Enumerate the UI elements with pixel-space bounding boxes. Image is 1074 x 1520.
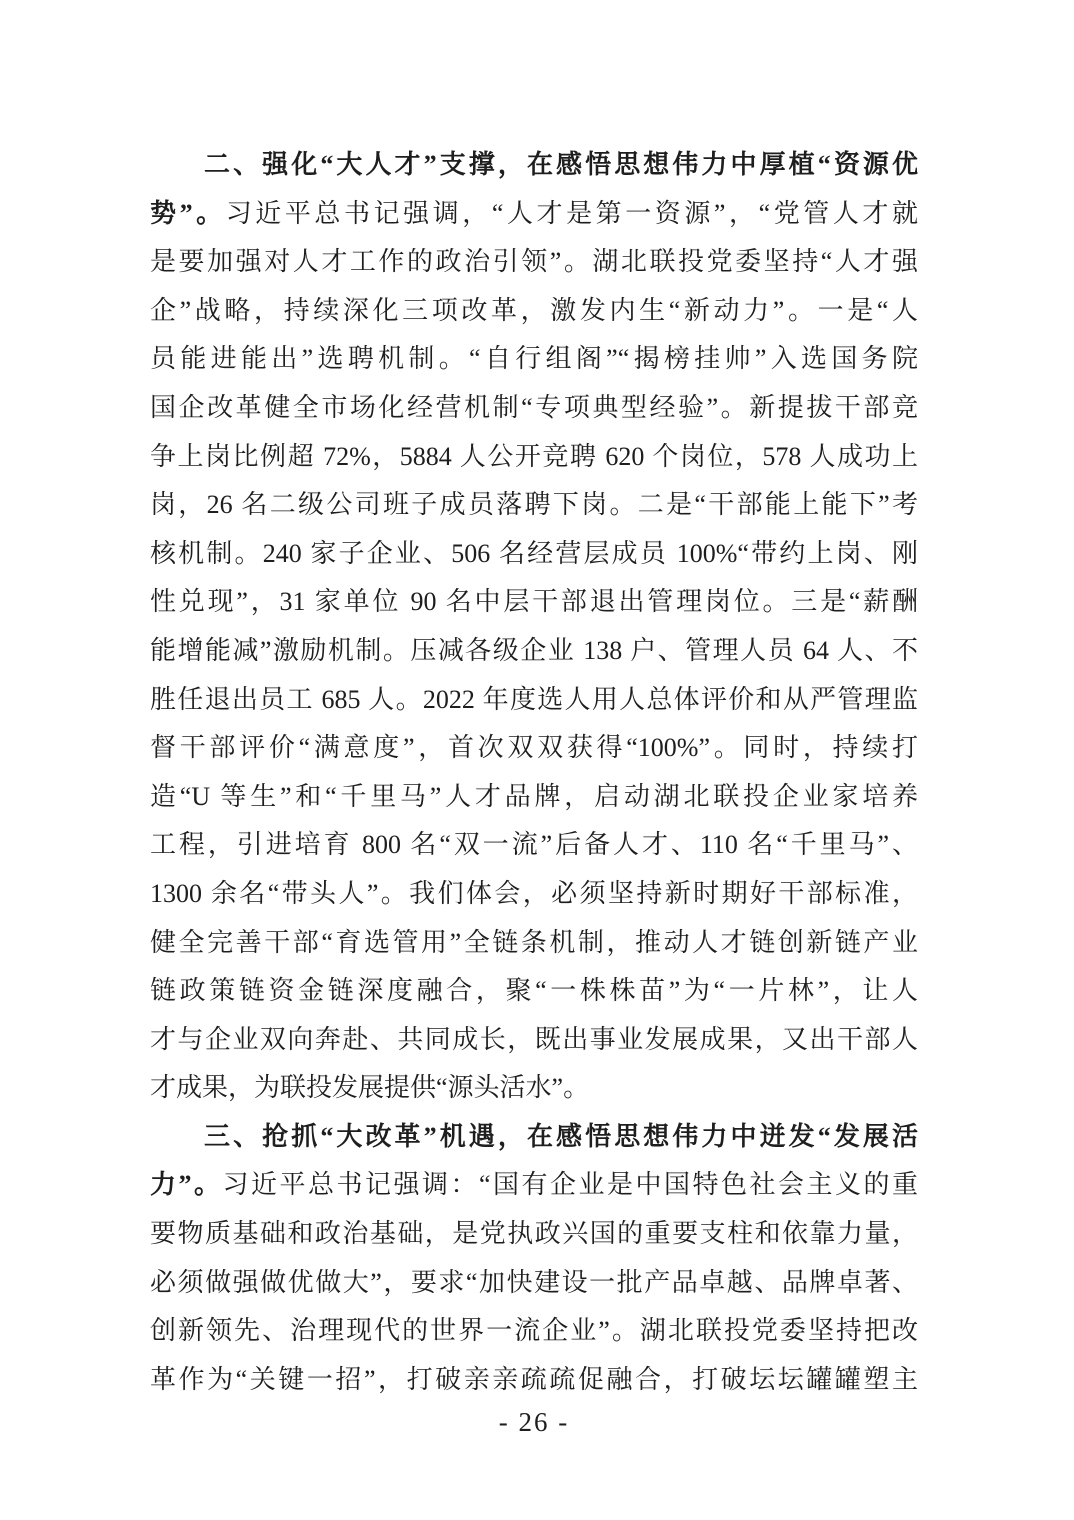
body-text: 习近平总书记强调，“人才是第一资源”，“党管人才就	[225, 198, 918, 228]
body-text: 企”战略，持续深化三项改革，激发内生“新动力”。一是“人	[150, 295, 918, 325]
heading-text: 力”。	[150, 1170, 223, 1200]
body-text: 督干部评价“满意度”，首次双双获得“100%”。同时，持续打	[150, 733, 918, 763]
body-text: 创新领先、治理现代的世界一流企业”。湖北联投党委坚持把改	[150, 1316, 918, 1346]
text-line	[150, 724, 918, 773]
text-line	[150, 1113, 918, 1162]
text-line	[150, 821, 918, 870]
paragraph	[150, 1113, 918, 1405]
body-text: 员能进能出”选聘机制。“自行组阁”“揭榜挂帅”入选国务院	[150, 344, 918, 374]
body-text: 造“U 等生”和“千里马”人才品牌，启动湖北联投企业家培养	[150, 781, 918, 811]
body-text: 才与企业双向奔赴、共同成长，既出事业发展成果，又出干部人	[150, 1024, 918, 1054]
document-body	[150, 141, 918, 1404]
text-line	[150, 676, 918, 725]
text-line	[150, 433, 918, 482]
body-text: 才成果，为联投发展提供“源头活水”。	[150, 1073, 590, 1103]
body-text: 胜任退出员工 685 人。2022 年度选人用人总体评价和从严管理监	[150, 684, 918, 714]
heading-text: 势”。	[150, 198, 226, 228]
text-line	[150, 1307, 918, 1356]
heading-text: 三、抢抓“大改革”机遇，在感悟思想伟力中迸发“发展活	[204, 1121, 918, 1151]
body-text: 工程，引进培育 800 名“双一流”后备人才、110 名“千里马”、	[150, 830, 918, 860]
text-line	[150, 1356, 918, 1405]
page-footer	[150, 1399, 918, 1445]
text-line	[150, 578, 918, 627]
text-line	[150, 870, 918, 919]
body-text: 革作为“关键一招”，打破亲亲疏疏促融合，打破坛坛罐罐塑主	[150, 1364, 918, 1394]
body-text: 习近平总书记强调：“国有企业是中国特色社会主义的重	[222, 1170, 918, 1200]
body-text: 链政策链资金链深度融合，聚“一株株苗”为“一片林”，让人	[150, 976, 918, 1006]
text-line	[150, 1210, 918, 1259]
text-line	[150, 773, 918, 822]
body-text: 能增能减”激励机制。压减各级企业 138 户、管理人员 64 人、不	[150, 635, 918, 665]
heading-text: 二、强化“大人才”支撑，在感悟思想伟力中厚植“资源优	[204, 150, 918, 179]
body-text: 必须做强做优做大”，要求“加快建设一批产品卓越、品牌卓著、	[150, 1267, 918, 1297]
text-line	[150, 967, 918, 1016]
text-line	[150, 1161, 918, 1210]
body-text: 要物质基础和政治基础，是党执政兴国的重要支柱和依靠力量，	[150, 1219, 918, 1249]
body-text: 国企改革健全市场化经营机制“专项典型经验”。新提拔干部竞	[150, 392, 918, 422]
body-text: 核机制。240 家子企业、506 名经营层成员 100%“带约上岗、刚	[150, 538, 918, 568]
text-line	[150, 1016, 918, 1065]
text-line	[150, 287, 918, 336]
text-line	[150, 530, 918, 579]
text-line	[150, 1259, 918, 1308]
text-line	[150, 384, 918, 433]
text-line	[150, 1064, 918, 1113]
body-text: 争上岗比例超 72%，5884 人公开竞聘 620 个岗位，578 人成功上	[150, 441, 918, 471]
text-line	[150, 141, 918, 190]
text-line	[150, 627, 918, 676]
page-number: - 26 -	[498, 1407, 570, 1437]
paragraph	[150, 141, 918, 1113]
body-text: 岗，26 名二级公司班子成员落聘下岗。二是“干部能上能下”考	[150, 490, 918, 520]
text-line	[150, 919, 918, 968]
body-text: 性兑现”，31 家单位 90 名中层干部退出管理岗位。三是“薪酬	[150, 587, 918, 617]
body-text: 1300 余名“带头人”。我们体会，必须坚持新时期好干部标准，	[150, 878, 918, 908]
body-text: 是要加强对人才工作的政治引领”。湖北联投党委坚持“人才强	[150, 247, 918, 277]
text-line	[150, 481, 918, 530]
text-line	[150, 238, 918, 287]
body-text: 健全完善干部“育选管用”全链条机制，推动人才链创新链产业	[150, 927, 918, 957]
text-line	[150, 335, 918, 384]
text-line	[150, 190, 918, 239]
